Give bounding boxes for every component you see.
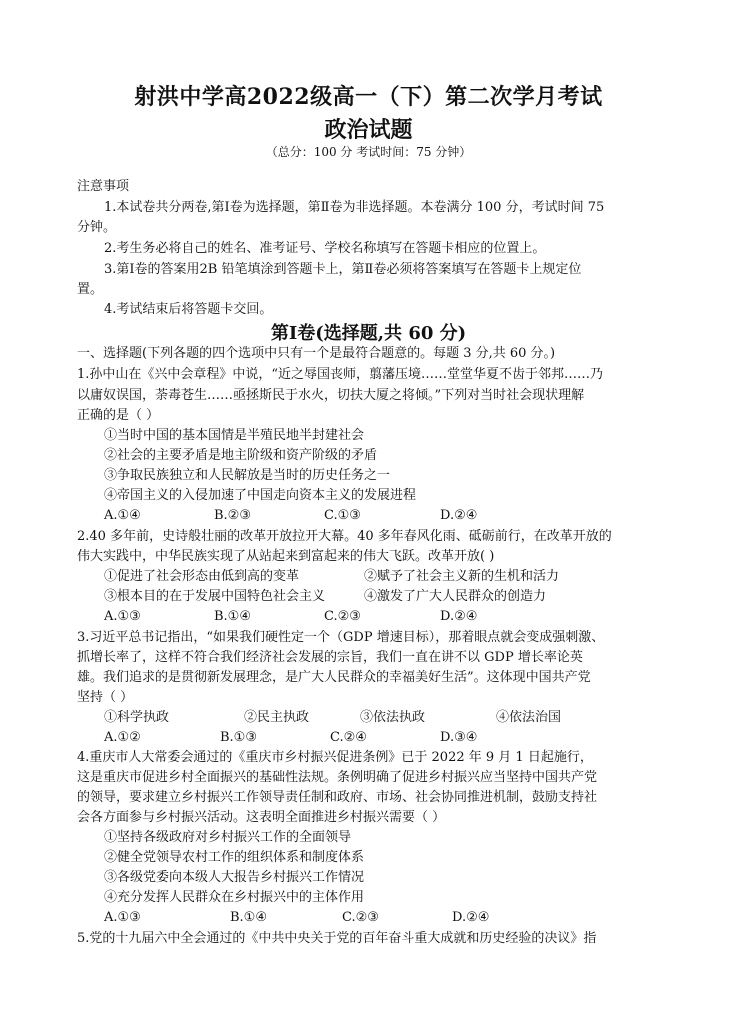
notice-line: 分钟。 — [77, 220, 117, 235]
question-1-choice-b: B.②③ — [214, 508, 251, 523]
question-2-choice-a: A.①③ — [104, 609, 141, 624]
question-3-option: ②民主执政 — [244, 710, 310, 725]
question-3-line: 抓增长率了，这样不符合我们经济社会发展的宗旨，我们一直在讲不以 GDP 增长率论英 — [77, 650, 583, 665]
question-2-choice-b: B.①④ — [214, 609, 251, 624]
question-2-line: 伟大实践中，中华民族实现了从站起来到富起来的伟大飞跃。改革开放( ) — [77, 549, 495, 564]
question-3-choice-b: B.①③ — [220, 730, 257, 745]
section-title: 第Ⅰ卷(选择题,共 60 分) — [270, 323, 467, 344]
question-2-line: 2.40 多年前，史诗般壮丽的改革开放拉开大幕。40 多年春风化雨、砥砺前行，在改革开放的 — [77, 529, 612, 544]
exam-subject: 政治试题 — [324, 117, 413, 143]
notice-line: 1.本试卷共分两卷,第Ⅰ卷为选择题，第Ⅱ卷为非选择题。本卷满分 100 分，考试时间 75 — [104, 200, 605, 215]
question-4-line: 的领导，要求建立乡村振兴工作领导责任制和政府、市场、社会协同推进机制，鼓励支持社 — [77, 790, 598, 805]
exam-title: 射洪中学高2022级高一（下）第二次学月考试 — [134, 84, 603, 110]
question-2-option: ②赋予了社会主义新的生机和活力 — [364, 569, 560, 584]
question-4-line: 这是重庆市促进乡村全面振兴的基础性法规。条例明确了促进乡村振兴应当坚持中国共产党 — [77, 770, 598, 785]
question-4-line: 4.重庆市人大常委会通过的《重庆市乡村振兴促进条例》已于 2022 年 9 月 1 日起施行， — [77, 750, 593, 765]
question-4-choice-d: D.②④ — [452, 910, 490, 925]
question-3-line: 雄。我们追求的是贯彻新发展理念，是广大人民群众的幸福美好生活”。这体现中国共产党 — [77, 670, 591, 685]
question-3-line: 坚持（ ） — [77, 690, 134, 705]
question-5-line: 5.党的十九届六中全会通过的《中共中央关于党的百年奋斗重大成就和历史经验的决议》指 — [77, 931, 597, 946]
notice-line: 2.考生务必将自己的姓名、准考证号、学校名称填写在答题卡相应的位置上。 — [104, 241, 546, 256]
question-1-choice-c: C.①③ — [324, 508, 361, 523]
question-3-option: ①科学执政 — [104, 710, 170, 725]
question-3-line: 3.习近平总书记指出，“如果我们硬性定一个（GDP 增速目标），那着眼点就会变成强刺激、 — [77, 630, 605, 645]
question-4-option: ④充分发挥人民群众在乡村振兴中的主体作用 — [104, 890, 365, 905]
question-4-choice-a: A.①③ — [104, 910, 141, 925]
exam-meta: （总分：100 分 考试时间：75 分钟） — [265, 145, 472, 159]
question-4-option: ②健全党领导农村工作的组织体系和制度体系 — [104, 850, 365, 865]
notice-line: 3.第Ⅰ卷的答案用2B 铅笔填涂到答题卡上，第Ⅱ卷必须将答案填写在答题卡上规定位 — [104, 262, 582, 277]
question-4-choice-b: B.①④ — [230, 910, 267, 925]
question-2-choice-c: C.②③ — [324, 609, 361, 624]
question-2-option: ①促进了社会形态由低到高的变革 — [104, 569, 300, 584]
notice-heading: 注意事项 — [77, 179, 130, 194]
question-3-choice-a: A.①② — [104, 730, 141, 745]
question-4-option: ③各级党委向本级人大报告乡村振兴工作情况 — [104, 870, 365, 885]
question-1-line: 正确的是（ ） — [77, 408, 160, 423]
question-2-choice-d: D.②④ — [440, 609, 478, 624]
question-4-line: 会各方面参与乡村振兴活动。这表明全面推进乡村振兴需要（ ） — [77, 810, 446, 825]
question-4-option: ①坚持各级政府对乡村振兴工作的全面领导 — [104, 830, 352, 845]
question-1-choice-d: D.②④ — [440, 508, 478, 523]
notice-line: 置。 — [77, 282, 104, 297]
question-1-choice-a: A.①④ — [104, 508, 141, 523]
question-1-line: 以庸奴误国，荼毒苍生……亟拯斯民于水火，切扶大厦之将倾。”下列对当时社会现状理解 — [77, 388, 585, 403]
question-3-choice-d: D.③④ — [440, 730, 478, 745]
question-3-option: ③依法执政 — [360, 710, 426, 725]
question-1-option: ④帝国主义的入侵加速了中国走向资本主义的发展进程 — [104, 488, 417, 503]
notice-line: 4.考试结束后将答题卡交回。 — [104, 302, 273, 317]
question-2-option: ③根本目的在于发展中国特色社会主义 — [104, 589, 326, 604]
question-1-line: 1.孙中山在《兴中会章程》中说，“近之辱国丧师，翦藩压境……堂堂华夏不齿于邻邦……乃 — [77, 367, 604, 382]
question-2-option: ④激发了广大人民群众的创造力 — [364, 589, 547, 604]
question-4-choice-c: C.②③ — [342, 910, 379, 925]
question-3-option: ④依法治国 — [496, 710, 562, 725]
question-1-option: ③争取民族独立和人民解放是当时的历史任务之一 — [104, 468, 391, 483]
question-1-option: ②社会的主要矛盾是地主阶级和资产阶级的矛盾 — [104, 448, 378, 463]
question-3-choice-c: C.②④ — [330, 730, 367, 745]
question-1-option: ①当时中国的基本国情是半殖民地半封建社会 — [104, 428, 365, 443]
part-intro: 一、选择题(下列各题的四个选项中只有一个是最符合题意的。每题 3 分,共 60 分。) — [77, 346, 556, 361]
